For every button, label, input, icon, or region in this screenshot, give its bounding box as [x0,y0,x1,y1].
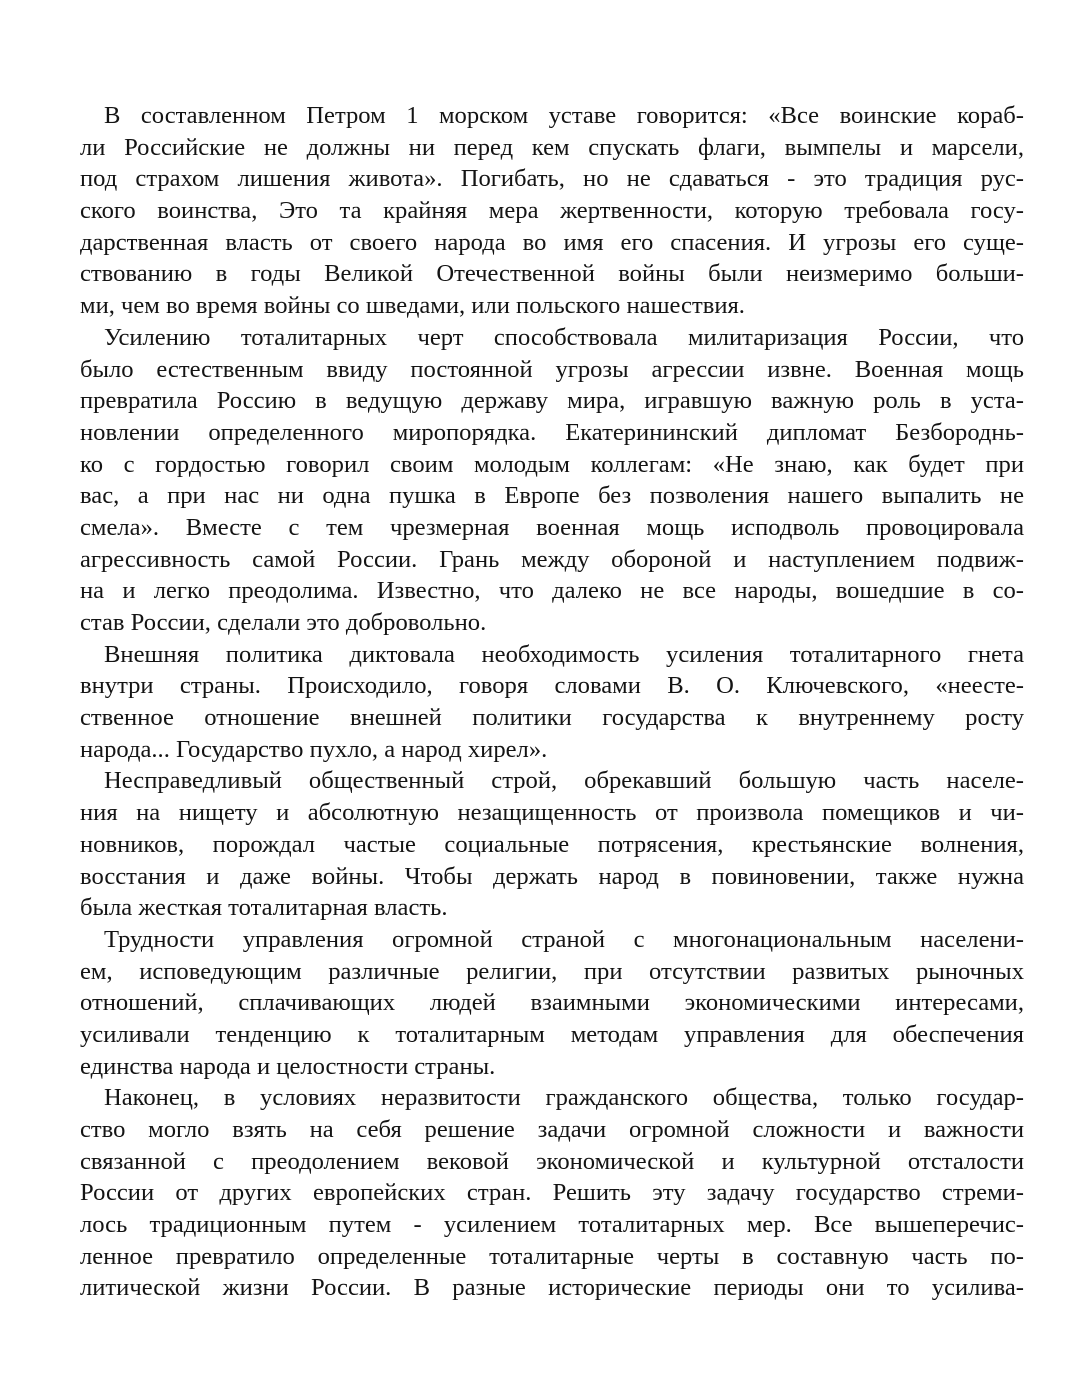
text-line: отношений, сплачивающих людей взаимными экономическими интересами, [80,989,1024,1017]
text-line: народа... Государство пухло, а народ хирел». [80,735,548,763]
text-line: внутри страны. Происходило, говоря словами В. О. Ключевского, «неесте- [80,672,1024,700]
text-line: восстания и даже войны. Чтобы держать народ в повиновении, также нужна [80,862,1024,890]
text-line: Усилению тоталитарных черт способствовала милитаризация России, что [104,323,1024,351]
paragraph [80,322,1024,639]
text-line: ем, исповедующим различные религии, при отсутствии развитых рыночных [80,957,1024,985]
text-line: ского воинства, Это та крайняя мера жертвенности, которую требовала госу- [80,197,1024,225]
paragraph [80,639,1024,766]
paragraph [80,924,1024,1082]
paragraph [80,765,1024,923]
text-line: литической жизни России. В разные исторические периоды они то усилива- [80,1274,1024,1302]
text-line: ми, чем во время войны со шведами, или польского нашествия. [80,292,745,320]
text-line: ко с гордостью говорил своим молодым коллегам: «Не знаю, как будет при [80,450,1024,478]
text-line: ния на нищету и абсолютную незащищенность от произвола помещиков и чи- [80,799,1024,827]
text-line: ли Российские не должны ни перед кем спускать флаги, вымпелы и марсели, [80,133,1024,161]
text-line: было естественным ввиду постоянной угрозы агрессии извне. Военная мощь [80,355,1024,383]
text-line: Наконец, в условиях неразвитости гражданского общества, только государ- [104,1084,1024,1112]
text-line: ствованию в годы Великой Отечественной войны были неизмеримо больши- [80,260,1024,288]
text-line: новлении определенного миропорядка. Екатерининский дипломат Безбороднь- [80,418,1024,446]
text-line: Внешняя политика диктовала необходимость усиления тоталитарного гнета [104,640,1024,668]
text-line: связанной с преодолением вековой экономической и культурной отсталости [80,1147,1024,1175]
text-line: под страхом лишения живота». Погибать, но не сдаваться - это традиция рус- [80,165,1024,193]
text-line: превратила Россию в ведущую державу мира, игравшую важную роль в уста- [80,387,1024,415]
text-line: единства народа и целостности страны. [80,1052,496,1080]
text-line: агрессивность самой России. Грань между обороной и наступлением подвиж- [80,545,1024,573]
text-line: ство могло взять на себя решение задачи огромной сложности и важности [80,1116,1024,1143]
text-line: вас, а при нас ни одна пушка в Европе без позволения нашего выпалить не [80,482,1024,510]
document-page [80,100,1024,1304]
text-line: России от других европейских стран. Решить эту задачу государство стреми- [80,1179,1024,1207]
text-line: Несправедливый общественный строй, обрекавший большую часть населе- [104,767,1024,795]
paragraph [80,100,1024,322]
text-line: ленное превратило определенные тоталитарные черты в составную часть по- [80,1242,1024,1270]
text-line: В составленном Петром 1 морском уставе говорится: «Все воинские кораб- [104,102,1024,129]
text-line: на и легко преодолима. Известно, что далеко не все народы, вошедшие в со- [80,577,1024,605]
text-line: была жесткая тоталитарная власть. [80,894,448,922]
text-line: лось традиционным путем - усилением тоталитарных мер. Все вышеперечис- [80,1211,1024,1239]
text-line: Трудности управления огромной страной с многонациональным населени- [104,925,1024,953]
text-line: новников, порождал частые социальные потрясения, крестьянские волнения, [80,830,1024,858]
paragraph [80,1082,1024,1304]
text-line: дарственная власть от своего народа во имя его спасения. И угрозы его суще- [80,228,1024,256]
text-line: став России, сделали это добровольно. [80,609,487,636]
text-line: ственное отношение внешней политики государства к внутреннему росту [80,704,1024,732]
text-line: усиливали тенденцию к тоталитарным методам управления для обеспечения [80,1020,1024,1048]
text-line: смела». Вместе с тем чрезмерная военная мощь исподволь провоцировала [80,513,1024,541]
